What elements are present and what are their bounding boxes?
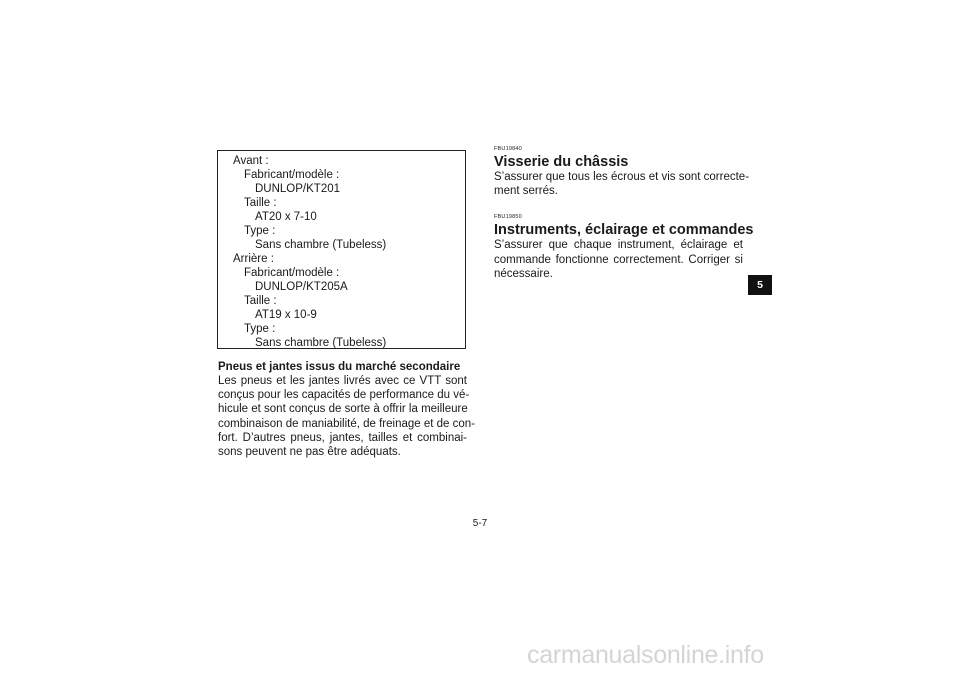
aftermarket-paragraph [218,374,475,459]
chassis-title: Visserie du châssis [494,154,629,170]
rear-label: Arrière : [233,253,274,265]
front-maker-value: DUNLOP/KT201 [255,183,341,195]
paragraph-line: ment serrés. [494,185,558,198]
instruments-section [494,214,754,281]
rear-size-label: Taille : [244,295,277,307]
tire-spec-box [217,150,466,349]
rear-size-value: AT19 x 10-9 [255,309,317,321]
rear-maker-label: Fabricant/modèle : [244,267,340,279]
paragraph-line: fort. D’autres pneus, jantes, tailles et combinai- [218,431,467,444]
chassis-code: FBU19840 [494,146,522,152]
paragraph-line: combinaison de maniabilité, de freinage et de con- [218,417,475,430]
instruments-paragraph [494,238,743,281]
front-size-value: AT20 x 7-10 [255,211,317,223]
chassis-section [494,146,750,198]
aftermarket-section [218,360,475,459]
paragraph-line: conçus pour les capacités de performance du vé- [218,389,470,402]
instruments-code: FBU19850 [494,214,522,221]
front-maker-label: Fabricant/modèle : [244,169,340,181]
watermark: carmanualsonline.info [527,641,764,669]
rear-type-value: Sans chambre (Tubeless) [255,337,387,349]
rear-type-label: Type : [244,323,276,335]
page-number: 5-7 [472,518,488,529]
paragraph-line: Les pneus et les jantes livrés avec ce VTT sont [218,375,467,387]
paragraph-line: S’assurer que tous les écrous et vis sont correcte- [494,171,750,183]
front-type-value: Sans chambre (Tubeless) [255,239,387,251]
right-column [494,146,754,281]
paragraph-line: hicule et sont conçus de sorte à offrir la meilleure [218,403,468,416]
front-size-label: Taille : [244,197,277,209]
front-label: Avant : [233,155,269,167]
paragraph-line: S’assurer que chaque instrument, éclairage et [494,239,743,252]
paragraph-line: commande fonctionne correctement. Corriger si [494,253,743,266]
rear-maker-value: DUNLOP/KT205A [255,281,348,293]
chapter-tab: 5 [748,275,772,295]
aftermarket-title: Pneus et jantes issus du marché secondaire [218,361,461,373]
chassis-paragraph [494,170,750,198]
paragraph-line: nécessaire. [494,267,553,280]
front-type-label: Type : [244,225,276,237]
instruments-title: Instruments, éclairage et commandes [494,222,754,239]
paragraph-line: sons peuvent ne pas être adéquats. [218,446,401,459]
